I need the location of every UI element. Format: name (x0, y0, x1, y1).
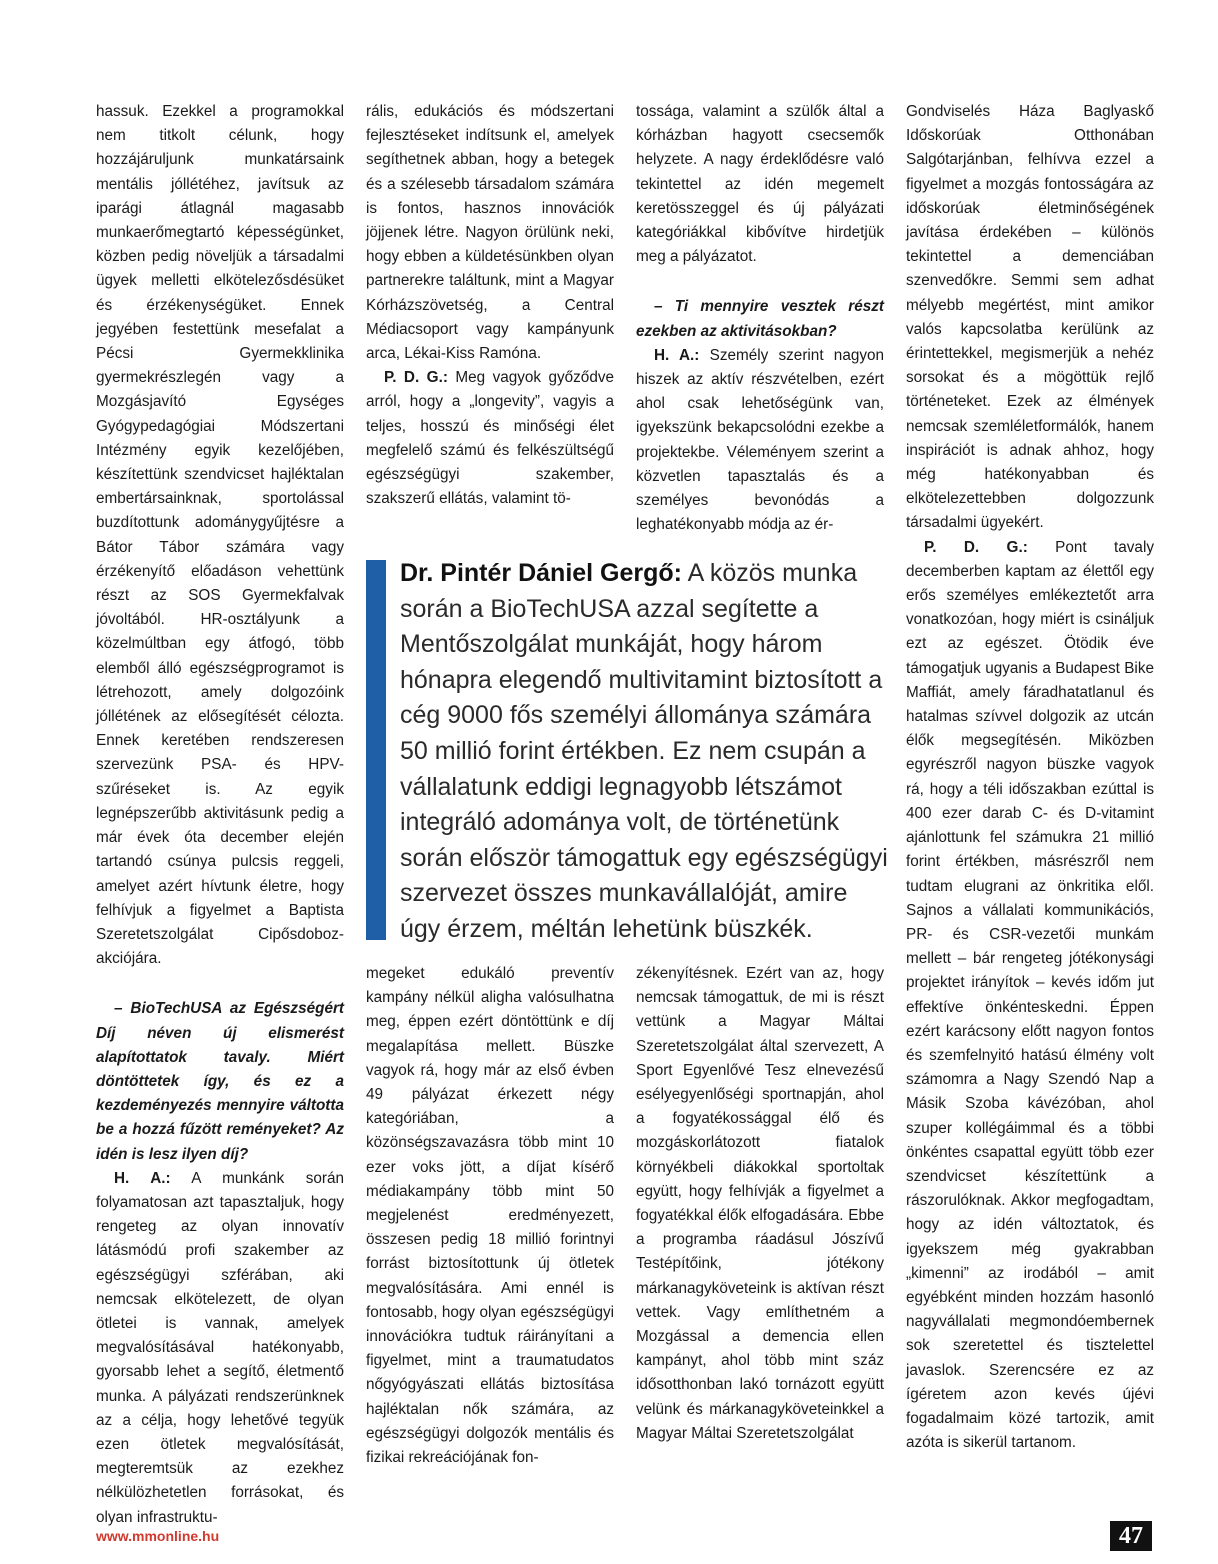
interview-question: – Ti mennyire vesztek részt ezekben az aktivitásokban? (636, 298, 884, 340)
column-2-lower (366, 962, 614, 1470)
answer-text: Meg vagyok győződve arról, hogy a „longevity”, vagyis a teljes, hosszú és minőségi élet megfelelő számú és felkészültségű egészségügyi szakember, szakszerű ellátás, valamint tö- (366, 369, 614, 508)
paragraph (636, 344, 884, 538)
paragraph: rális, edukációs és módszertani fejlesztéseket indítsunk el, amelyek segíthetnek abban, hogy a betegek és a szélesebb társadalom számára is fontos, hasznos innovációk jöjjenek létre. Nagyon örülünk neki, hogy ebben a küldetésünkben olyan partnerekre találtunk, mint a Magyar Kórházszövetség, a Central Médiacsoport vagy kampányunk arca, Lékai-Kiss Ramóna. (366, 103, 614, 363)
paragraph: zékenyítésnek. Ezért van az, hogy nemcsak támogattuk, de mi is részt vettünk a Magyar Máltai Szeretetszolgálat által szervezett, A Sport Egyenlővé Tesz elnevezésű esélyegyenlőségi sportnapján, ahol a fogyatékossággal élő és mozgáskorlátozott fiatalok környékbeli diákokkal sportoltak együtt, hogy felhívják a figyelmet a fogyatékkal élők elfogadására. Ebbe a programba ráadásul Jószívű Testépítőink, jótékony márkanagyköveteink is aktívan részt vettek. Vagy említhetném a Mozgással a demencia ellen kampányt, ahol több mint száz idősotthonban lakó tornázott együtt velünk és márkanagyköveteinkkel a Magyar Máltai Szeretetszolgálat (636, 965, 884, 1442)
answer-text: Pont tavaly decemberben kaptam az élettől egy erős személyes emlékeztetőt arra vonatkozóan, hogy miért is csináljuk ezt az egészet. Ötödik éve támogatjuk ugyanis a Budapest Bike Maffiát, amely fáradhatatlanul és hatalmas szívvel dolgozik az utcán élők megsegítésén. Miközben egyrészről nagyon büszke vagyok rá, hogy a téli időszakban ezúttal is 400 ezer darab C- és D-vitamint ajánlottunk fel számukra 21 millió forint értékben, másrészről nem tudtam elugrani az önkritika elől. Sajnos a vállalati kommunikációs, PR- és CSR-vezetői munkám mellett – bár rengeteg jótékonysági projektet irányítok – kevés időm jut effektíve önkénteskedni. Éppen ezért karácsony előtt nagyon fontos és szemfelnyitó hatású élmény volt számomra a Nagy Szendó Nap a Másik Szoba kávézóban, ahol szuper kollégáimmal és a többi önkéntes csapattal együtt több ezer szendvicset készítettünk a rászorulóknak. Akkor megfogadtam, hogy az idén változtatok, és igyekszem még gyakrabban „kimenni” az irodából – amit egyébként minden hozzám hasonló nagyvállalati megmondóembernek sok szeretettel és tisztelettel javaslok. Szerencsére ez az ígéretem azon kevés újévi fogadalmaim közé tartozik, amit azóta is sikerül tartanom. (906, 538, 1154, 1452)
pull-quote-bar (366, 560, 386, 940)
paragraph (366, 366, 614, 511)
paragraph: megeket edukáló preventív kampány nélkül aligha valósulhatna meg, éppen ezért döntöttünk e díj megalapítása mellett. Büszke vagyok rá, hogy már az első évben 49 pályázat érkezett négy kategóriában, a közönségszavazásra több mint 10 ezer voks jött, a díjat kísérő médiakampány több mint 50 megjelenést eredményezett, összesen pedig 18 millió forintnyi forrást biztosítottunk új ötletek megvalósítására. Ami ennél is fontosabb, hogy olyan egészségügyi innovációkra tudtuk ráirányítani a figyelmet, mint a traumatudatos nőgyógyászati ellátás biztosítása hajléktalan nők számára, az egészségügyi dolgozók mentális és fizikai rekreációjának fon- (366, 965, 614, 1467)
speaker-initials: P. D. G.: (924, 538, 1028, 556)
footer-website-link[interactable]: www.mmonline.hu (96, 1528, 220, 1544)
answer-text: A munkánk során folyamatosan azt tapasztaljuk, hogy rengeteg az olyan innovatív látásmódú profi szakember az egészségügyi szférában, aki nemcsak elkötelezett, de olyan ötletei is vannak, amelyek megvalósításával hatékonyabb, gyorsabb lehet a segítő, életmentő munka. A pályázati rendszerünknek az a célja, hogy lehetővé tegyük ezen ötletek megvalósítását, megteremtsük az ezekhez nélkülözhetetlen forrásokat, és olyan infrastruktu- (96, 1169, 344, 1526)
speaker-initials: H. A.: (654, 346, 700, 364)
column-1 (96, 100, 344, 1530)
column-2 (366, 100, 614, 511)
pull-quote-body: A közös munka során a BioTechUSA azzal segítette a Mentőszolgálat munkáját, hogy három hónapra elegendő multivitamint biztosított a cég 9000 fős személyi állománya számára 50 millió forint értékben. Ez nem csupán a vállalatunk eddigi legnagyobb létszámot integráló adománya volt, de történetünk során először támogattuk egy egészségügyi szervezet összes munkavállalóját, amire úgy érzem, méltán lehetünk büszkék. (400, 559, 888, 943)
interview-question: – BioTechUSA az Egészségért Díj néven új elismerést alapítottatok tavaly. Miért döntöttetek így, és ez a kezdeményezés mennyire váltotta be a hozzá fűzött reményeket? Az idén is lesz ilyen díj? (96, 1000, 344, 1163)
pull-quote-name: Dr. Pintér Dániel Gergő: (400, 559, 683, 587)
paragraph (906, 536, 1154, 1456)
column-3 (636, 100, 884, 537)
paragraph: tossága, valamint a szülők által a kórházban hagyott csecsemők helyzete. A nagy érdeklődésre való tekintettel az idén megemelt keretösszeggel és új pályázati kategóriákkal kibővítve hirdetjük meg a pályázatot. (636, 103, 884, 266)
column-3-lower (636, 962, 884, 1446)
pull-quote-text (400, 556, 890, 948)
paragraph (96, 1167, 344, 1530)
paragraph: hassuk. Ezekkel a programokkal nem titkolt célunk, hogy hozzájáruljunk munkatársaink mentális jóllétéhez, javítsuk az iparági átlagnál magasabb munkaerőmegtartó képességünket, közben pedig növeljük a társadalmi ügyek melletti elkötelezősdésüket és érzékenységüket. Ennek jegyében festettünk mesefalat a Pécsi Gyermekklinika gyermekrészlegén vagy a Mozgásjavító Egységes Gyógypedagógiai Módszertani Intézmény egyik kezelőjében, készítettünk szendvicset hajléktalan embertársainknak, sportolással buzdítottunk adománygyűjtésre a Bátor Tábor számára vagy érzékenyítő előadáson vehettünk részt az SOS Gyermekfalvak jóvoltából. HR-osztályunk a közelmúltban egy átfogó, több elemből álló egészségprogramot is létrehozott, amely dolgozóink jóllétének az elősegítését célozta. Ennek keretében rendszeresen szervezünk PSA- és HPV-szűréseket is. Az egyik legnépszerűbb aktivitásunk pedig a már évek óta december elején tartandó csúnya pulcsis reggeli, amelyet azért hívtunk életre, hogy felhívjuk a figyelmet a Baptista Szeretetszolgálat Cipősdoboz-akciójára. (96, 103, 344, 968)
page-number: 47 (1110, 1521, 1152, 1551)
speaker-initials: P. D. G.: (384, 369, 448, 387)
paragraph: Gondviselés Háza Baglyaskő Időskorúak Otthonában Salgótarjánban, felhívva ezzel a figyelmet a mozgás fontosságára az időskorúak életminőségének javítása érdekében – különös tekintettel a demenciában szenvedőkre. Semmi sem adhat mélyebb megértést, mint amikor valós kapcsolatba kerülünk az érintettekkel, megismerjük a nehéz sorsokat és a mögöttük rejlő történeteket. Ezek az élmények nemcsak szemléletformálók, hanem inspirációt is adnak ahhoz, hogy még hatékonyabban és elkötelezettebben dolgozzunk társadalmi ügyekért. (906, 103, 1154, 532)
column-4 (906, 100, 1154, 1455)
answer-text: Személy szerint nagyon hiszek az aktív részvételben, ezért ahol csak lehetőségünk van, igyekszünk bekapcsolódni ezekbe a projektekbe. Véleményem szerint a közvetlen tapasztalás és a személyes bevonódás a leghatékonyabb módja az ér- (636, 346, 884, 534)
pull-quote (366, 556, 886, 944)
speaker-initials: H. A.: (114, 1169, 171, 1187)
